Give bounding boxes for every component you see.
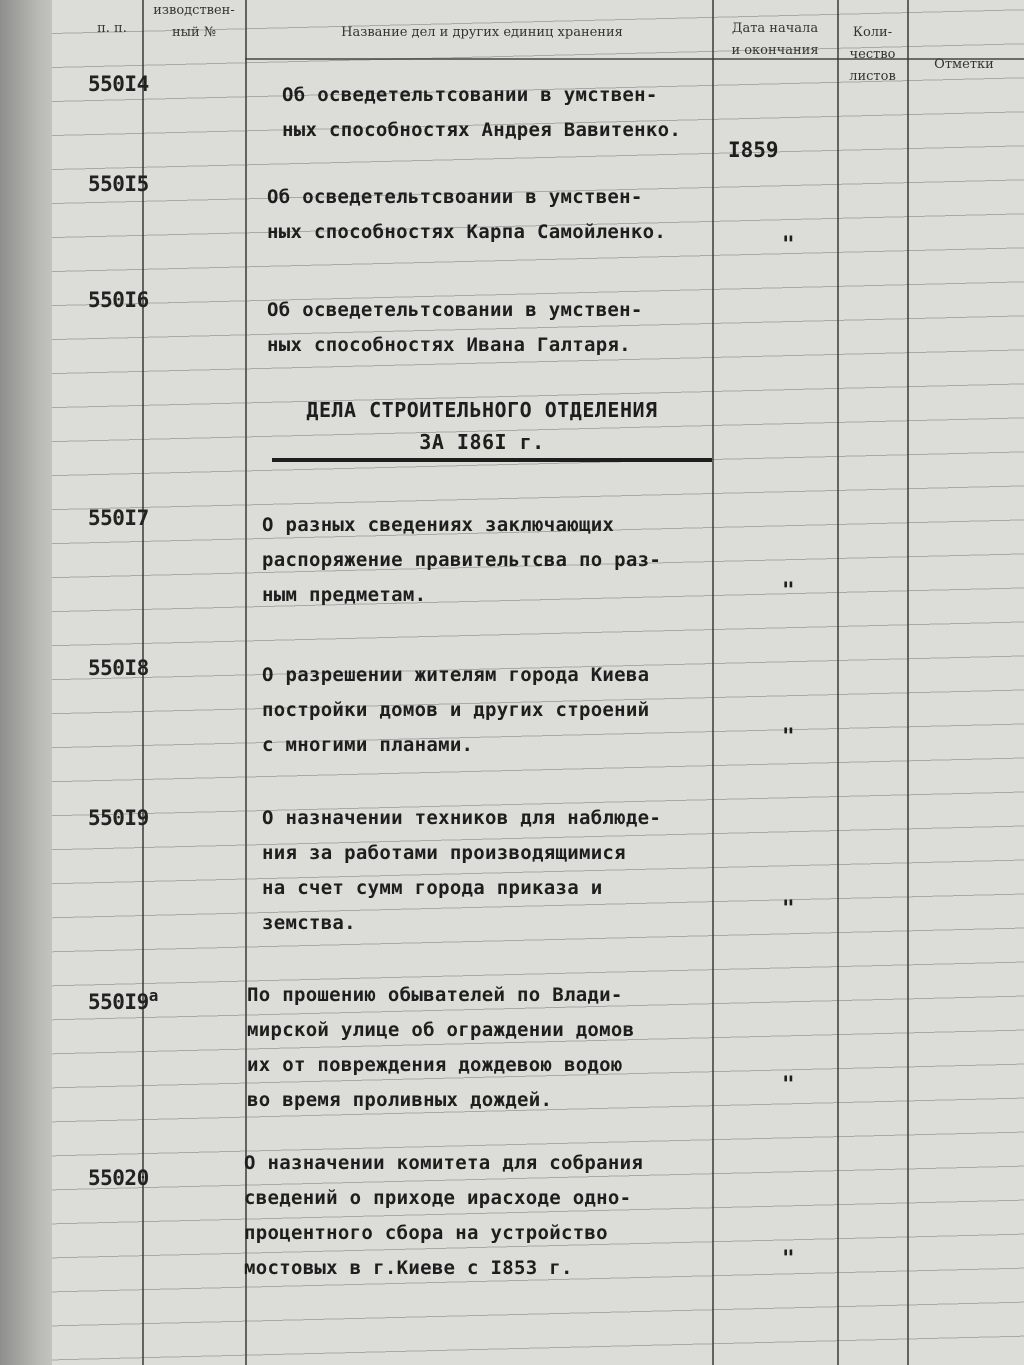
record-number-text: 550I8 <box>88 656 149 680</box>
record-date: I859 <box>728 138 779 162</box>
record-title-line: ных способностях Ивана Галтаря. <box>267 334 631 356</box>
record-title <box>267 293 643 363</box>
header-case-title: Название дел и других единиц хранения <box>341 25 623 40</box>
record-title-line: во время проливных дождей. <box>247 1089 553 1111</box>
record-number-text: 550I9 <box>88 990 149 1014</box>
column-divider-5 <box>907 0 909 1365</box>
record-title-line: Об осведетельтсвоании в умствен- <box>267 186 643 208</box>
header-sheet-count: Коли- чество листов <box>849 25 896 84</box>
record-date: " <box>782 1072 795 1096</box>
record-title <box>282 78 681 148</box>
record-date: " <box>782 232 795 256</box>
record-number <box>88 986 158 1014</box>
record-title-line: ных способностях Карпа Самойленко. <box>267 221 667 243</box>
record-date: " <box>782 1246 795 1270</box>
record-title-line: сведений о приходе ирасходе одно- <box>244 1187 632 1209</box>
record-title <box>247 978 634 1118</box>
record-title-line: распоряжение правительтсва по раз- <box>262 549 662 571</box>
record-title-line: их от повреждения дождевою водою <box>247 1054 623 1076</box>
header-notes: Отметки <box>934 57 994 72</box>
header-number: п. п. <box>97 21 127 36</box>
section-heading-line1: ДЕЛА СТРОИТЕЛЬНОГО ОТДЕЛЕНИЯ <box>306 398 658 422</box>
record-number <box>88 288 149 312</box>
record-title-line: мостовых в г.Киеве с I853 г. <box>244 1257 573 1279</box>
record-number-text: 55020 <box>88 1166 149 1190</box>
record-title-line: земства. <box>262 912 356 934</box>
record-title-line: По прошению обывателей по Влади- <box>247 984 623 1006</box>
record-number <box>88 656 149 680</box>
record-title-line: О разных сведениях заключающих <box>262 514 615 536</box>
record-title-line: на счет сумм города приказа и <box>262 877 603 899</box>
record-title-line: ных способностях Андрея Вавитенко. <box>282 119 682 141</box>
record-title <box>262 801 661 941</box>
record-number <box>88 506 149 530</box>
column-divider-3 <box>712 0 714 1365</box>
record-number-text: 550I4 <box>88 72 149 96</box>
record-title-line: Об осведетельтсовании в умствен- <box>282 84 658 106</box>
section-heading-line2: ЗА I86I г. <box>419 430 545 454</box>
record-number <box>88 72 149 96</box>
section-heading <box>272 394 692 458</box>
record-title-line: О назначении техников для наблюде- <box>262 807 662 829</box>
record-title-line: с многими планами. <box>262 734 474 756</box>
record-number <box>88 172 149 196</box>
header-production-number: изводствен- ный № <box>153 3 235 40</box>
record-title-line: ным предметам. <box>262 584 427 606</box>
column-divider-4 <box>837 0 839 1365</box>
archive-inventory-page <box>52 0 1024 1365</box>
record-date: " <box>782 896 795 920</box>
header-dates: Дата начала и окончания <box>731 21 819 58</box>
record-number <box>88 806 149 830</box>
record-title-line: постройки домов и других строений <box>262 699 650 721</box>
record-title-line: О назначении комитета для собрания <box>244 1152 644 1174</box>
record-number-text: 550I9 <box>88 806 149 830</box>
record-number-text: 550I7 <box>88 506 149 530</box>
record-title-line: О разрешении жителям города Киева <box>262 664 650 686</box>
record-number-text: 550I6 <box>88 288 149 312</box>
record-title-line: Об осведетельтсовании в умствен- <box>267 299 643 321</box>
column-divider-1 <box>142 0 144 1365</box>
section-underline <box>272 458 712 462</box>
record-title <box>262 508 661 613</box>
record-number <box>88 1166 149 1190</box>
record-title <box>267 180 666 250</box>
record-title-line: ния за работами производящимися <box>262 842 626 864</box>
record-number-suffix: а <box>148 986 158 1005</box>
record-title-line: процентного сбора на устройство <box>244 1222 608 1244</box>
record-number-text: 550I5 <box>88 172 149 196</box>
header-rule <box>245 58 1024 60</box>
record-date: " <box>782 578 795 602</box>
record-title <box>262 658 649 763</box>
record-title <box>244 1146 643 1286</box>
record-date: " <box>782 724 795 748</box>
record-title-line: мирской улице об ограждении домов <box>247 1019 635 1041</box>
